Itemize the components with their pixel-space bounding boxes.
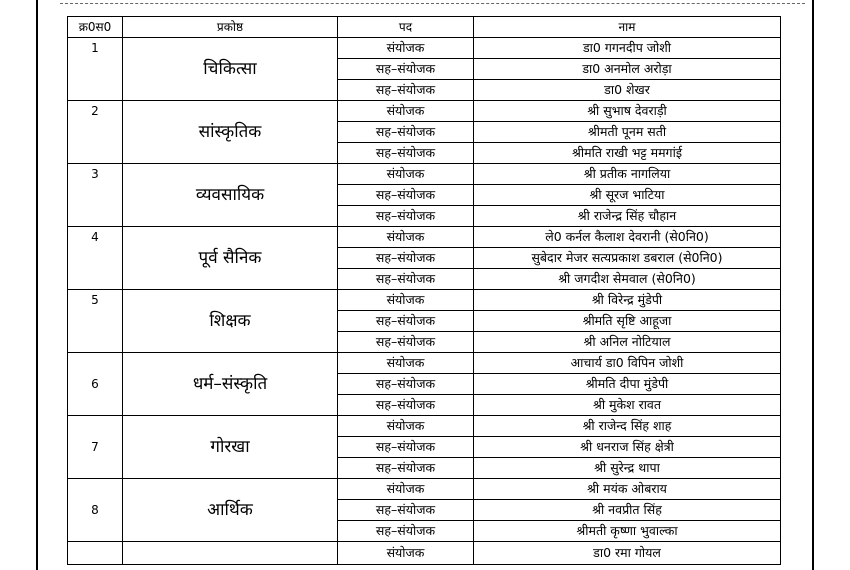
post-title: संयोजक — [338, 416, 474, 437]
member-name: डा0 रमा गोयल — [474, 542, 781, 565]
table-body — [68, 38, 781, 565]
member-name: श्रीमती पूनम सती — [474, 122, 781, 143]
member-name: श्री राजेन्द सिंह शाह — [474, 416, 781, 437]
post-title: सह–संयोजक — [338, 395, 474, 416]
table-row — [68, 416, 781, 437]
member-name: श्री अनिल नोटियाल — [474, 332, 781, 353]
post-title: सह–संयोजक — [338, 206, 474, 227]
serial-number: 8 — [68, 479, 123, 542]
member-name: श्रीमति दीपा मुंडेपी — [474, 374, 781, 395]
cell-name: शिक्षक — [123, 290, 338, 353]
post-title: संयोजक — [338, 101, 474, 122]
post-title: सह–संयोजक — [338, 332, 474, 353]
post-title: सह–संयोजक — [338, 500, 474, 521]
post-title: सह–संयोजक — [338, 521, 474, 542]
table-row — [68, 101, 781, 122]
serial-number: 3 — [68, 164, 123, 227]
post-title: संयोजक — [338, 290, 474, 311]
post-title: सह–संयोजक — [338, 143, 474, 164]
post-title: सह–संयोजक — [338, 185, 474, 206]
post-title: सह–संयोजक — [338, 437, 474, 458]
post-title: संयोजक — [338, 479, 474, 500]
member-name: डा0 शेखर — [474, 80, 781, 101]
table-row — [68, 227, 781, 248]
cell-name: चिकित्सा — [123, 38, 338, 101]
serial-number: 7 — [68, 416, 123, 479]
member-name: श्री सुभाष देवराड़ी — [474, 101, 781, 122]
table-row — [68, 479, 781, 500]
header-row — [68, 17, 781, 38]
cell-name: सांस्कृतिक — [123, 101, 338, 164]
header-post: पद — [338, 17, 474, 38]
cell-name: व्यवसायिक — [123, 164, 338, 227]
member-name: श्री विरेन्द्र मुंडेपी — [474, 290, 781, 311]
table-row — [68, 542, 781, 565]
post-title: सह–संयोजक — [338, 122, 474, 143]
table-row — [68, 164, 781, 185]
table-row — [68, 353, 781, 374]
serial-number: 4 — [68, 227, 123, 290]
header-sn: क्र0स0 — [68, 17, 123, 38]
member-name: श्रीमति सृष्टि आहूजा — [474, 311, 781, 332]
member-name: श्रीमति राखी भट्ट ममगांई — [474, 143, 781, 164]
serial-number — [68, 542, 123, 565]
post-title: सह–संयोजक — [338, 248, 474, 269]
serial-number: 6 — [68, 353, 123, 416]
cell-name: पूर्व सैनिक — [123, 227, 338, 290]
cell-name — [123, 542, 338, 565]
cell-name: गोरखा — [123, 416, 338, 479]
post-title: सह–संयोजक — [338, 374, 474, 395]
member-name: आचार्य डा0 विपिन जोशी — [474, 353, 781, 374]
post-title: संयोजक — [338, 164, 474, 185]
member-name: श्री नवप्रीत सिंह — [474, 500, 781, 521]
cell-name: धर्म–संस्कृति — [123, 353, 338, 416]
serial-number: 5 — [68, 290, 123, 353]
member-name: श्री मयंक ओबराय — [474, 479, 781, 500]
member-name: श्री सुरेन्द्र थापा — [474, 458, 781, 479]
member-name: श्री सूरज भाटिया — [474, 185, 781, 206]
member-name: सुबेदार मेजर सत्यप्रकाश डबराल (से0नि0) — [474, 248, 781, 269]
table-row — [68, 290, 781, 311]
post-title: संयोजक — [338, 542, 474, 565]
post-title: सह–संयोजक — [338, 59, 474, 80]
post-title: सह–संयोजक — [338, 269, 474, 290]
member-name: श्री मुकेश रावत — [474, 395, 781, 416]
committee-table — [67, 16, 781, 565]
header-name: नाम — [474, 17, 781, 38]
post-title: सह–संयोजक — [338, 311, 474, 332]
member-name: ले0 कर्नल कैलाश देवरानी (से0नि0) — [474, 227, 781, 248]
post-title: सह–संयोजक — [338, 80, 474, 101]
table-row — [68, 38, 781, 59]
member-name: श्री प्रतीक नागलिया — [474, 164, 781, 185]
member-name: श्रीमती कृष्णा भुवाल्का — [474, 521, 781, 542]
member-name: डा0 गगनदीप जोशी — [474, 38, 781, 59]
member-name: श्री जगदीश सेमवाल (से0नि0) — [474, 269, 781, 290]
post-title: संयोजक — [338, 38, 474, 59]
member-name: श्री धनराज सिंह क्षेत्री — [474, 437, 781, 458]
top-divider — [60, 3, 805, 6]
post-title: सह–संयोजक — [338, 458, 474, 479]
serial-number: 1 — [68, 38, 123, 101]
header-cell: प्रकोष्ठ — [123, 17, 338, 38]
post-title: संयोजक — [338, 353, 474, 374]
member-name: श्री राजेन्द्र सिंह चौहान — [474, 206, 781, 227]
post-title: संयोजक — [338, 227, 474, 248]
cell-name: आर्थिक — [123, 479, 338, 542]
serial-number: 2 — [68, 101, 123, 164]
member-name: डा0 अनमोल अरोड़ा — [474, 59, 781, 80]
